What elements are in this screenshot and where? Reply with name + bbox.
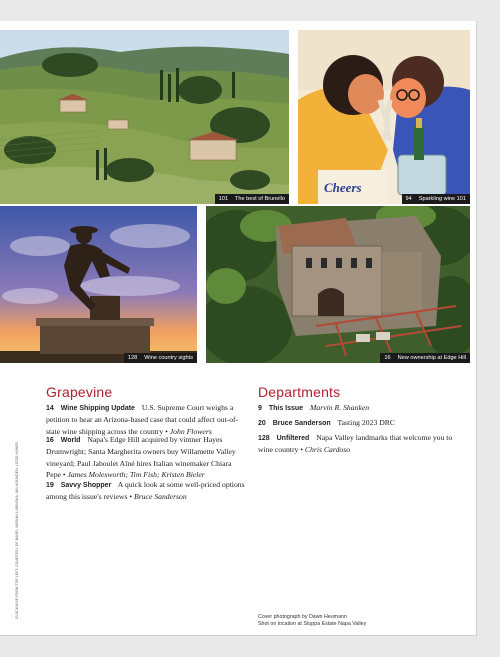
winery-aerial-photo[interactable]: [206, 206, 470, 363]
tuscany-landscape-photo[interactable]: [0, 30, 289, 204]
entry-byline: Chris Cardoso: [304, 445, 351, 455]
cover-note-location: Shot on location at Stuppa Estate Napa Valley: [258, 621, 367, 628]
photo-caption: [215, 194, 289, 204]
photo-caption: [402, 194, 471, 204]
caption-label: Wine country sights: [144, 355, 193, 361]
caption-label: The best of Brunello: [234, 196, 285, 202]
entry-page-number: 16: [46, 437, 54, 444]
grapevine-entry[interactable]: [46, 479, 246, 503]
departments-entry[interactable]: [258, 432, 463, 456]
caption-label: Sparkling wine 101: [418, 196, 466, 202]
magazine-page: [0, 21, 477, 636]
cover-note-photographer: Cover photograph by Dawn Heumann: [258, 614, 347, 620]
departments-entry[interactable]: [258, 417, 463, 429]
statue-sunset-photo[interactable]: [0, 206, 197, 363]
entry-title: Bruce Sanderson: [272, 420, 331, 427]
grapevine-entry[interactable]: [46, 402, 246, 437]
entry-description: Napa's Edge Hill acquired by vintner Hayes Drumwright; Santa Margherita owners buy Willamette Valley vineyard; Paul Jaboulet Aîné hires Italian winemaker Chiara Pepe •: [46, 435, 236, 480]
entry-title: World: [60, 437, 81, 444]
photo-caption: [380, 353, 470, 363]
entry-description: Napa Valley landmarks that welcome you to wine country •: [258, 433, 453, 455]
entry-page-number: 19: [46, 482, 54, 489]
caption-label: New ownership at Edge Hill: [397, 355, 466, 361]
entry-description: U.S. Supreme Court weighs a petition to hear an Arizona-based case that could affect out-of-state wine shipping across the country •: [46, 403, 239, 436]
entry-title: Wine Shipping Update: [60, 405, 135, 412]
entry-byline: Bruce Sanderson: [134, 492, 187, 502]
entry-page-number: 20: [258, 420, 266, 427]
entry-byline: James Molesworth; Tim Fish; Kristen Bieler: [67, 470, 205, 480]
entry-title: Unfiltered: [276, 435, 310, 442]
statue-illustration: [0, 206, 197, 363]
caption-page-number: 16: [384, 355, 391, 361]
landscape-illustration: [0, 30, 289, 204]
entry-title: This Issue: [268, 405, 304, 412]
sparkling-wine-illustration[interactable]: [298, 30, 470, 204]
grapevine-section-title: Grapevine: [46, 384, 113, 400]
caption-page-number: 128: [127, 355, 138, 361]
caption-page-number: 101: [218, 196, 228, 202]
entry-description: Tasting 2023 DRC: [337, 418, 396, 427]
cheers-text: Cheers: [324, 180, 362, 195]
entry-title: Savvy Shopper: [60, 482, 112, 489]
departments-section-title: Departments: [258, 384, 341, 400]
caption-page-number: 94: [405, 196, 412, 202]
entry-page-number: 14: [46, 405, 54, 412]
departments-entry[interactable]: [258, 402, 463, 414]
entry-description: A quick look at some well-priced options among this issue's reviews •: [46, 480, 245, 502]
winery-illustration: [206, 206, 470, 363]
entry-byline: John Flowers: [169, 426, 212, 436]
cheers-illustration: [298, 30, 470, 204]
entry-page-number: 9: [258, 405, 262, 412]
photo-credit: CLOCKWISE FROM TOP LEFT: COURTESY OF BANFI; MARIAH LUBINSKA; IAN HOUNDEN; LIZZIE HUNER: [15, 441, 19, 619]
photo-caption: [124, 353, 197, 363]
entry-page-number: 128: [258, 435, 270, 442]
grapevine-entry[interactable]: [46, 434, 246, 481]
entry-byline: Marvin R. Shanken: [309, 403, 370, 412]
cover-note: [258, 614, 366, 628]
